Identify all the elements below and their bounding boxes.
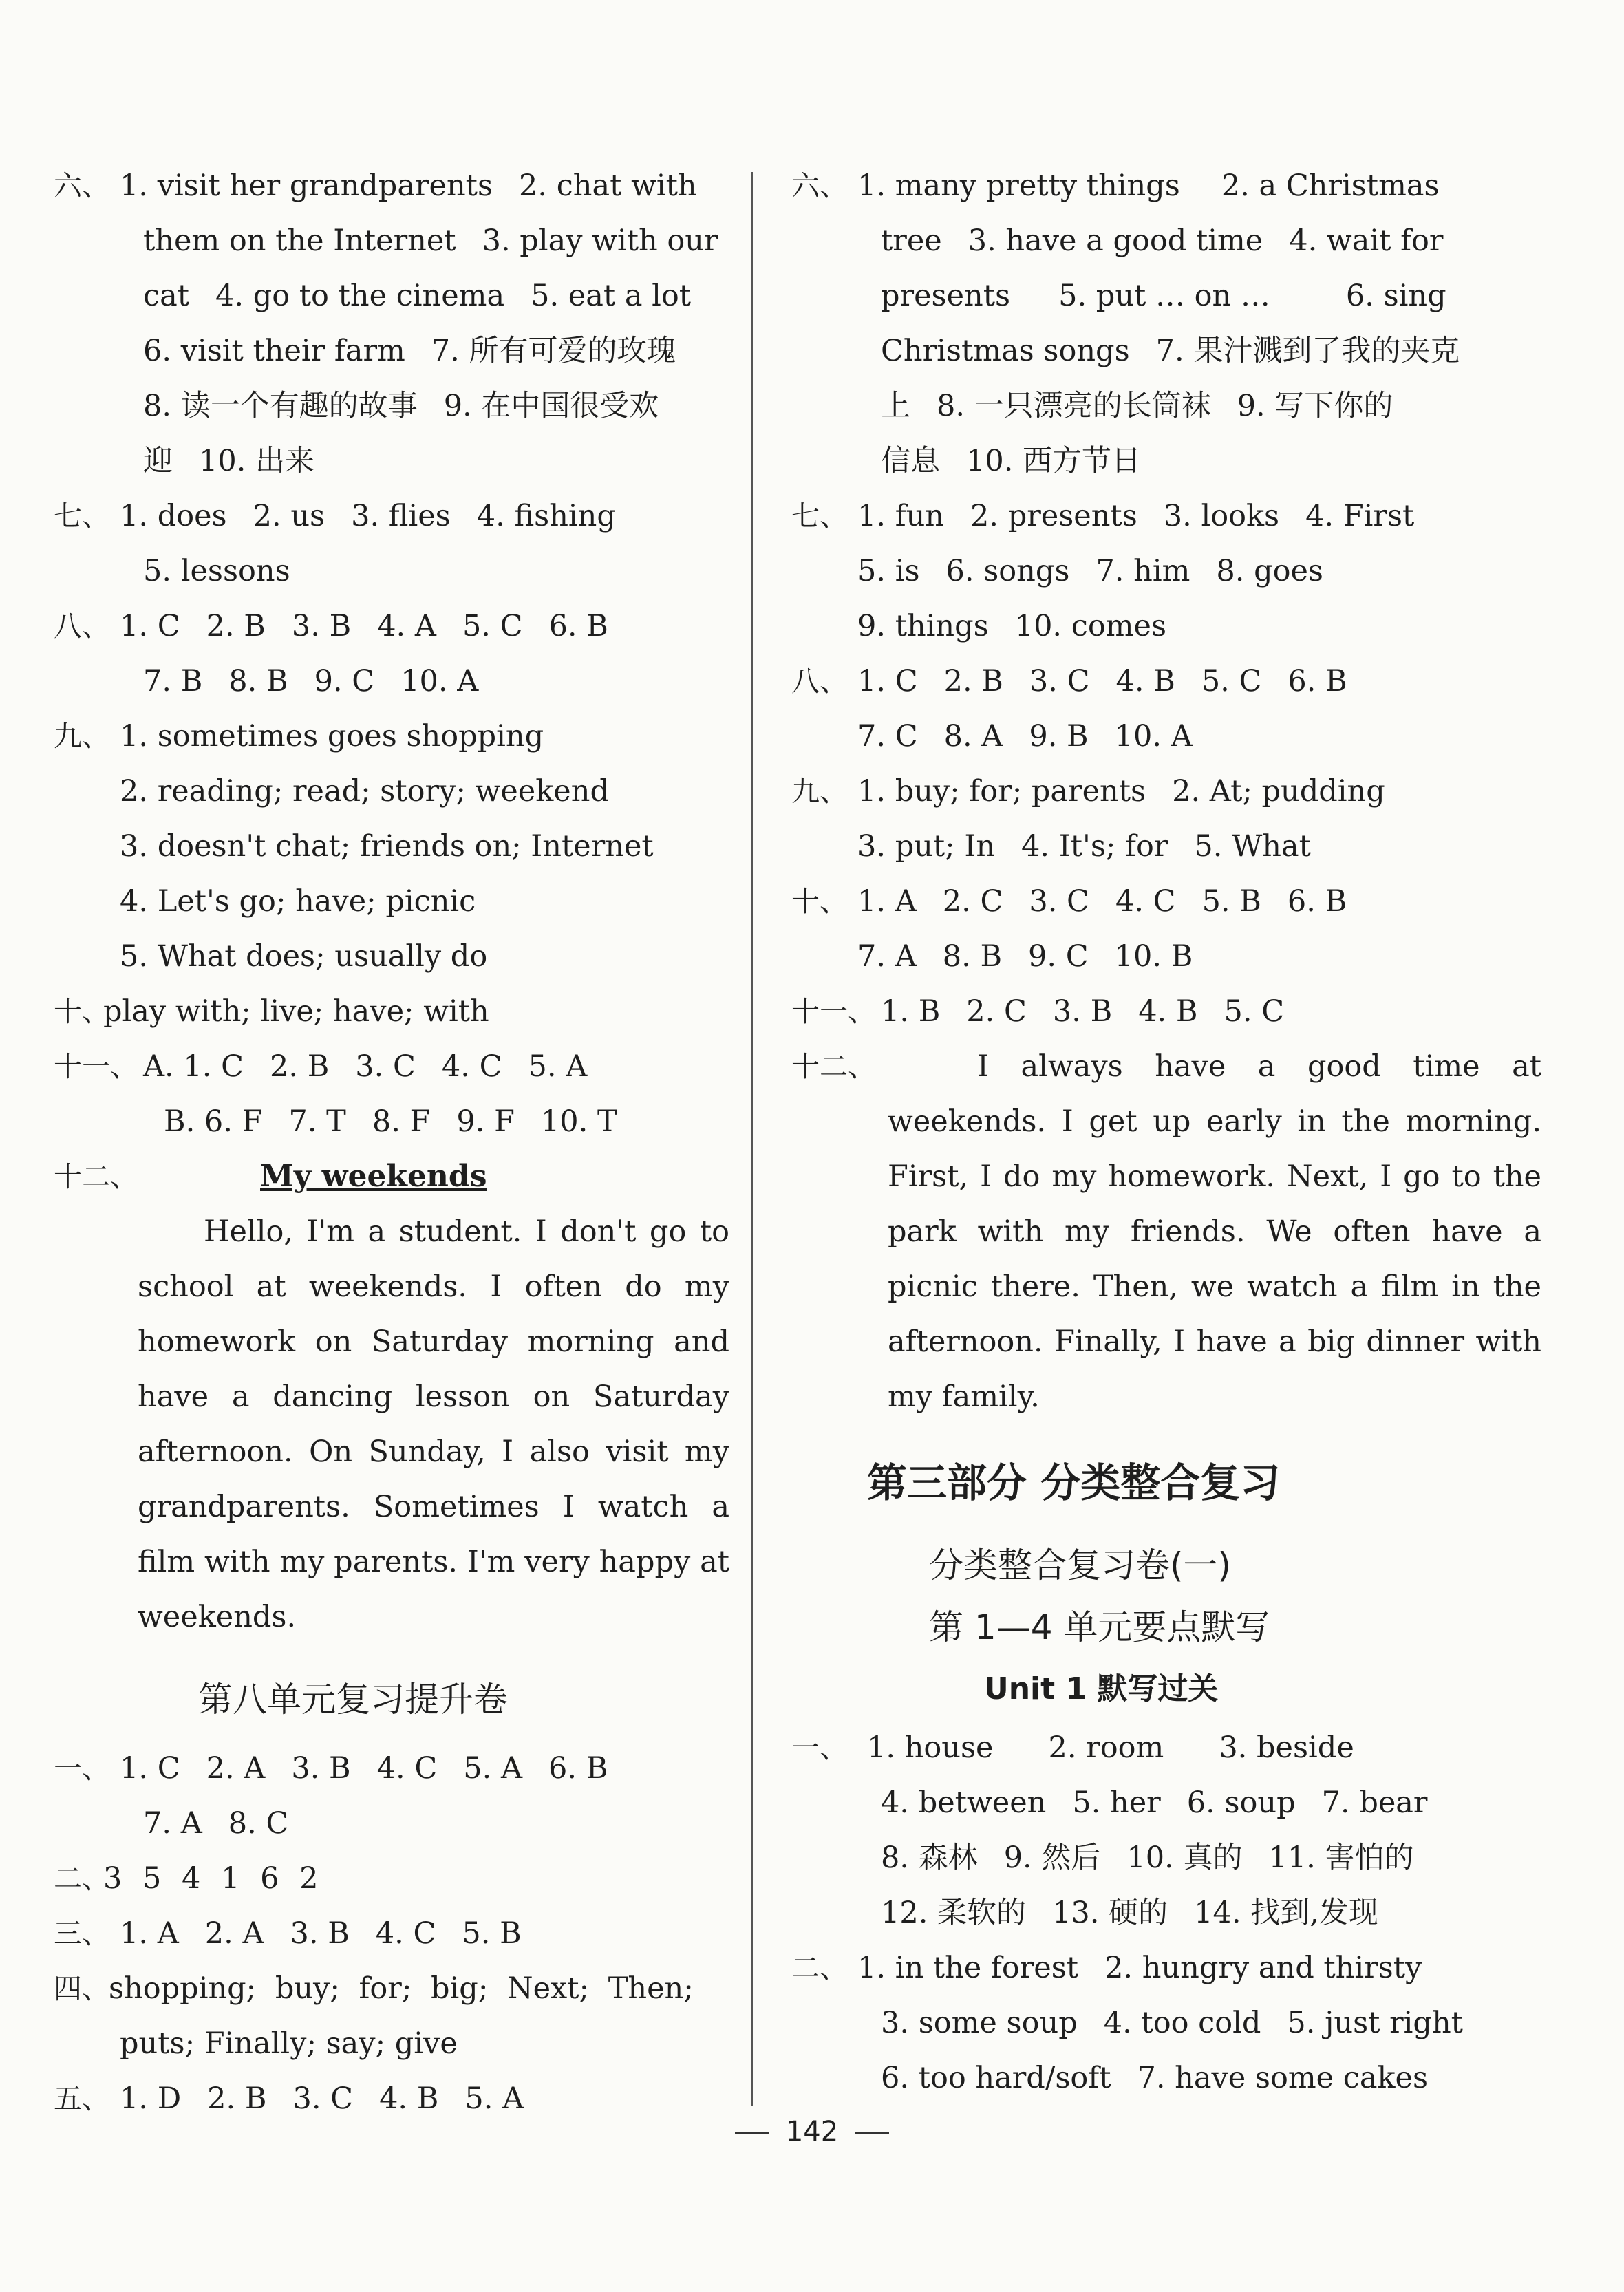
answer: 1. A: [857, 884, 917, 919]
answer: 9. C: [314, 664, 375, 698]
answer: 7. B: [143, 664, 203, 698]
answer: 2. reading; read; story; weekend: [120, 774, 609, 808]
answer: 3. C: [1029, 664, 1090, 698]
answer: 8. 森林: [881, 1841, 978, 1875]
answer: 9. C: [1028, 939, 1089, 974]
answer: 3. flies: [351, 499, 451, 533]
answer: puts; Finally; say; give: [120, 2026, 458, 2061]
right-column: [791, 158, 1541, 2106]
answer: 10. B: [1114, 939, 1193, 974]
answer: 1. in the forest: [857, 1951, 1079, 1985]
answer: 6. B: [548, 1751, 608, 1786]
answer: 9. 写下你的: [1237, 389, 1393, 423]
right-s6-line-5: [791, 378, 1541, 433]
right-r1-line-4: [791, 1885, 1541, 1940]
answer: 5. just right: [1287, 2006, 1463, 2040]
answer: 3 5 4 1 6 2: [103, 1861, 319, 1896]
unit8-title: 第八单元复习提升卷: [198, 1680, 508, 1720]
answer: 5. her: [1072, 1786, 1161, 1820]
answer: 4. B: [1138, 994, 1198, 1029]
answer: 5. eat a lot: [531, 279, 692, 313]
section-label: 八、: [54, 610, 110, 643]
left-s11-line-1: [54, 1039, 728, 1094]
answer: 3. some soup: [881, 2006, 1078, 2040]
answer: 12. 柔软的: [881, 1896, 1027, 1930]
answer: 8. B: [942, 939, 1003, 974]
answer: 1. C: [120, 1751, 180, 1786]
answer: 9. B: [1029, 719, 1089, 753]
right-r1-line-2: [791, 1775, 1541, 1830]
essay-body: Hello, I'm a student. I don't go to school at weekends. I often do my homework on Saturday morning and have a dancing lesson on Saturday afternoon. On Sunday, I also visit my grandparents. Sometimes I watch a film with my parents. I'm very happy at weekends.: [138, 1214, 729, 1634]
answer: 7. 所有可爱的玫瑰: [431, 334, 676, 368]
left-s8-line-1: [54, 599, 728, 654]
answer: 7. A: [143, 1806, 202, 1841]
left-s6-line-5: [54, 378, 728, 433]
right-s9-line-1: [791, 764, 1541, 819]
footer-dash-right: [855, 2132, 889, 2134]
section-label: 七、: [54, 500, 110, 533]
answer: 8. goes: [1216, 554, 1323, 588]
section-label: 六、: [791, 169, 848, 202]
left-s9-line-5: [54, 929, 728, 984]
answer: 3. C: [1029, 884, 1089, 919]
left-u3-line: [54, 1906, 728, 1961]
answer: 7. C: [857, 719, 918, 753]
answer: 2. a Christmas: [1221, 169, 1440, 203]
answer: 7. 果汁溅到了我的夹克: [1155, 334, 1460, 368]
left-s6-line-1: [54, 158, 728, 213]
right-r2-line-3: [791, 2050, 1541, 2106]
footer-dash-left: [735, 2132, 769, 2134]
right-s10-line-2: [791, 929, 1541, 984]
answer: 3. looks: [1163, 499, 1280, 533]
answer: 4. go to the cinema: [215, 279, 505, 313]
left-s10-line: [54, 984, 728, 1039]
section-label: 五、: [54, 2082, 110, 2115]
section-label: 二、: [54, 1862, 110, 1895]
answer: 5. B: [462, 1916, 522, 1951]
section-label: 九、: [791, 775, 848, 808]
answer: 3. C: [355, 1049, 416, 1084]
answer: 1. D: [120, 2081, 182, 2116]
answer: 3. B: [290, 1916, 350, 1951]
left-s11-line-2: [54, 1094, 728, 1149]
left-s6-line-6: [54, 433, 728, 489]
page-number: 142: [785, 2116, 839, 2148]
answer: 1. many pretty things: [857, 169, 1180, 203]
answer: 5. lessons: [143, 554, 290, 588]
right-s8-line-1: [791, 654, 1541, 709]
answer: 10. A: [400, 664, 479, 698]
right-r1-line-3: [791, 1830, 1541, 1885]
answer: 8. 读一个有趣的故事: [143, 389, 418, 423]
answer: 3. have a good time: [968, 224, 1263, 258]
left-s8-line-2: [54, 654, 728, 709]
answer: 5. is: [857, 554, 920, 588]
section-label: 四、: [54, 1972, 110, 2005]
answer: them on the Internet: [143, 224, 456, 258]
answer: 5. A: [528, 1049, 588, 1084]
answer: 6. too hard/soft: [881, 2061, 1111, 2095]
answer: 迎: [143, 444, 173, 478]
answer: 1. B: [881, 994, 941, 1029]
answer: 8. 一只漂亮的长筒袜: [937, 389, 1211, 423]
page-footer: [0, 2116, 1624, 2148]
answer: 5. B: [1201, 884, 1261, 919]
answer: 4. C: [376, 1751, 438, 1786]
left-s12-heading: [54, 1149, 728, 1204]
answer: 9. 在中国很受欢: [443, 389, 659, 423]
right-s11-line: [791, 984, 1541, 1039]
answer: 2. presents: [970, 499, 1137, 533]
answer: 7. T: [288, 1104, 346, 1139]
answer: 3. put; In: [857, 829, 996, 864]
right-s6-line-2: [791, 213, 1541, 268]
answer: 8. C: [228, 1806, 289, 1841]
answer: 1. C: [857, 664, 918, 698]
answer: 3. play with our: [482, 224, 718, 258]
answer: 4. It's; for: [1021, 829, 1168, 864]
part3-title: 第三部分 分类整合复习: [867, 1459, 1281, 1506]
left-s9-line-1: [54, 709, 728, 764]
right-s6-line-4: [791, 323, 1541, 378]
section-label: 三、: [54, 1917, 110, 1950]
left-u2-line: [54, 1851, 728, 1906]
answer: 信息: [881, 444, 940, 478]
answer: 1. sometimes goes shopping: [120, 719, 544, 753]
answer: 4. C: [441, 1049, 502, 1084]
right-s10-line-1: [791, 874, 1541, 929]
left-column: [54, 158, 728, 2126]
answer: 8. F: [372, 1104, 431, 1139]
answer: 5. put … on …: [1058, 279, 1270, 313]
answer: 10. 出来: [199, 444, 315, 478]
answer: 4. A: [377, 609, 436, 643]
answer: 2. B: [943, 664, 1003, 698]
answer: 4. between: [881, 1786, 1047, 1820]
left-u4-line-2: [54, 2016, 728, 2071]
answer: 2. B: [206, 609, 266, 643]
answer: 2. B: [270, 1049, 330, 1084]
section-label: 八、: [791, 665, 848, 698]
right-s9-line-2: [791, 819, 1541, 874]
answer: 3. B: [1052, 994, 1113, 1029]
answer: play with; live; have; with: [103, 994, 489, 1029]
right-s6-line-3: [791, 268, 1541, 323]
answer: 9. F: [456, 1104, 515, 1139]
right-s6-line-1: [791, 158, 1541, 213]
answer: 3. B: [291, 609, 352, 643]
section-label: 十二、: [54, 1160, 138, 1193]
answer: 4. C: [375, 1916, 436, 1951]
answer: 3. beside: [1219, 1731, 1354, 1765]
answer: 4. wait for: [1289, 224, 1444, 258]
right-s7-line-3: [791, 599, 1541, 654]
answer: A. 1. C: [143, 1049, 244, 1084]
section-label: 十、: [791, 885, 848, 918]
left-u1-line-1: [54, 1741, 728, 1796]
answer: 2. A: [206, 1751, 266, 1786]
answer: 3. B: [291, 1751, 351, 1786]
answer: 1. A: [120, 1916, 179, 1951]
right-s7-line-1: [791, 489, 1541, 544]
section-label: 一、: [54, 1752, 110, 1785]
answer: 7. bear: [1321, 1786, 1428, 1820]
answer: shopping; buy; for; big; Next; Then;: [109, 1971, 694, 2006]
answer: 2. room: [1048, 1731, 1164, 1765]
right-s7-line-2: [791, 544, 1541, 599]
answer: 11. 害怕的: [1268, 1841, 1414, 1875]
answer: 5. A: [464, 2081, 524, 2116]
left-s6-line-2: [54, 213, 728, 268]
review-subtitle: 第 1—4 单元要点默写: [929, 1607, 1270, 1647]
answer: 10. T: [540, 1104, 617, 1139]
answer: 3. doesn't chat; friends on; Internet: [120, 829, 654, 864]
answer: 6. sing: [1345, 279, 1446, 313]
right-r2-line-2: [791, 1995, 1541, 2050]
answer: 14. 找到,发现: [1194, 1896, 1378, 1930]
left-s9-line-3: [54, 819, 728, 874]
answer: tree: [881, 224, 942, 258]
answer: 3. C: [292, 2081, 354, 2116]
answer: 2. B: [207, 2081, 267, 2116]
answer: 10. 真的: [1126, 1841, 1243, 1875]
right-s6-line-6: [791, 433, 1541, 489]
answer: 6. visit their farm: [143, 334, 405, 368]
answer: 7. have some cakes: [1137, 2061, 1429, 2095]
answer: 4. First: [1305, 499, 1415, 533]
answer: 7. him: [1096, 554, 1190, 588]
section-label: 七、: [791, 500, 848, 533]
answer: 9. 然后: [1003, 1841, 1101, 1875]
answer: 1. buy; for; parents: [857, 774, 1146, 808]
column-divider: [751, 172, 753, 2106]
answer: 2. A: [204, 1916, 264, 1951]
left-u1-line-2: [54, 1796, 728, 1851]
answer: 上: [881, 389, 910, 423]
answer: 13. 硬的: [1052, 1896, 1168, 1930]
left-u4-line-1: [54, 1961, 728, 2016]
review-title: 分类整合复习卷(一): [929, 1545, 1232, 1585]
answer: 4. too cold: [1103, 2006, 1261, 2040]
section-label: 十一、: [54, 1050, 138, 1083]
section-label: 一、: [791, 1731, 848, 1764]
answer: 8. B: [228, 664, 288, 698]
answer: 8. A: [943, 719, 1003, 753]
answer: 1. visit her grandparents: [120, 169, 493, 203]
left-s7-line-2: [54, 544, 728, 599]
right-r2-line-1: [791, 1940, 1541, 1995]
answer: 4. Let's go; have; picnic: [120, 884, 476, 919]
answer: 4. B: [379, 2081, 439, 2116]
essay-body-right: I always have a good time at weekends. I get up early in the morning. First, I do my homework. Next, I go to the park with my friends. We often have a picnic there. Then, we watch a film in the afternoon. Finally, I have a big dinner with my family.: [888, 1049, 1541, 1414]
answer: 2. chat with: [519, 169, 697, 203]
answer: 10. A: [1114, 719, 1193, 753]
left-s6-line-3: [54, 268, 728, 323]
left-s9-line-2: [54, 764, 728, 819]
answer: 9. things: [857, 609, 989, 643]
answer: Christmas songs: [881, 334, 1130, 368]
left-s9-line-4: [54, 874, 728, 929]
answer: 1. does: [120, 499, 227, 533]
essay-title: My weekends: [260, 1159, 487, 1194]
answer: 5. C: [1224, 994, 1285, 1029]
answer: 1. C: [120, 609, 180, 643]
section-label: 十、: [54, 995, 110, 1028]
answer: 1. house: [867, 1731, 994, 1765]
answer: 1. fun: [857, 499, 944, 533]
section-label: 十一、: [791, 995, 876, 1028]
answer: 5. What does; usually do: [120, 939, 488, 974]
answer: 2. At; pudding: [1172, 774, 1385, 808]
section-label: 二、: [791, 1951, 848, 1984]
section-label: 六、: [54, 169, 110, 202]
left-s7-line-1: [54, 489, 728, 544]
section-label: 十二、: [791, 1050, 876, 1083]
answer: 6. songs: [945, 554, 1070, 588]
answer: 5. A: [463, 1751, 523, 1786]
answer: 5. C: [1201, 664, 1262, 698]
answer: 2. hungry and thirsty: [1104, 1951, 1422, 1985]
answer: 5. What: [1194, 829, 1311, 864]
answer: cat: [143, 279, 189, 313]
right-s8-line-2: [791, 709, 1541, 764]
unit1-title: Unit 1 默写过关: [984, 1671, 1219, 1706]
answer: 5. C: [462, 609, 523, 643]
answer: 10. comes: [1014, 609, 1167, 643]
left-s6-line-4: [54, 323, 728, 378]
answer: 4. C: [1115, 884, 1176, 919]
answer: 2. C: [966, 994, 1027, 1029]
answer: B. 6. F: [164, 1104, 263, 1139]
answer: 4. fishing: [476, 499, 616, 533]
answer: 6. B: [1288, 664, 1347, 698]
answer: 2. us: [253, 499, 325, 533]
answer: 2. C: [942, 884, 1003, 919]
answer: presents: [881, 279, 1011, 313]
answer: 10. 西方节日: [966, 444, 1142, 478]
answer: 6. B: [548, 609, 608, 643]
answer: 4. B: [1115, 664, 1175, 698]
section-label: 九、: [54, 720, 110, 753]
answer: 6. soup: [1186, 1786, 1296, 1820]
right-s12: [791, 1039, 1541, 1424]
answer: 6. B: [1287, 884, 1347, 919]
answer: 7. A: [857, 939, 917, 974]
right-r1-line-1: [791, 1720, 1541, 1775]
